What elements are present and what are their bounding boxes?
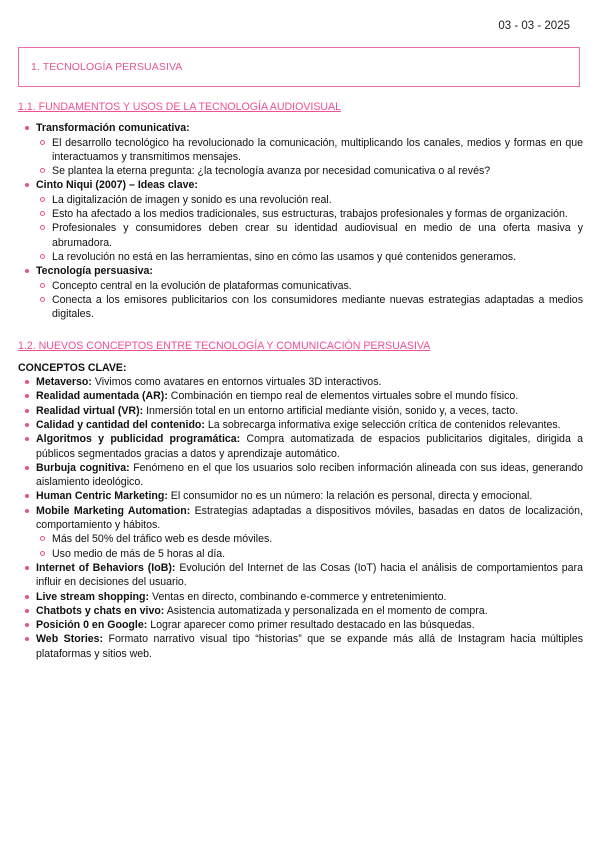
section2-heading: 1.2. NUEVOS CONCEPTOS ENTRE TECNOLOGÍA Y COMUNICACIÓN PERSUASIVA — [18, 340, 431, 353]
sub-list-item: Esto ha afectado a los medios tradicionales, sus estructuras, trabajos profesionales y formas de organización. — [36, 207, 583, 221]
section1-heading: 1.1. FUNDAMENTOS Y USOS DE LA TECNOLOGÍA AUDIOVISUAL — [18, 101, 342, 113]
list-item — [18, 178, 583, 264]
concept-term: Calidad y cantidad del contenido: — [36, 418, 205, 431]
sub-list — [36, 532, 583, 561]
title-box — [18, 47, 580, 87]
concept-term: Realidad virtual (VR): — [36, 404, 144, 417]
concept-term: Human Centric Marketing: — [36, 490, 168, 503]
sub-list-item: El desarrollo tecnológico ha revolucionado la comunicación, multiplicando los canales, medios y formas en que interactuamos y transmitimos mensajes. — [36, 136, 583, 165]
sub-list-item: Profesionales y consumidores deben crear su identidad audiovisual en medio de una oferta masiva y abrumadora. — [36, 221, 583, 250]
sub-list-item: La revolución no está en las herramientas, sino en cómo las usamos y qué contenidos generamos. — [36, 250, 583, 264]
concept-term: Chatbots y chats en vivo: — [36, 604, 165, 617]
list-item-label: Tecnología persuasiva: — [36, 265, 153, 278]
list-item — [18, 121, 583, 178]
concept-item — [18, 561, 583, 590]
concept-item — [18, 375, 583, 389]
concept-term: Burbuja cognitiva: — [36, 461, 130, 474]
concept-text: Inmersión total en un entorno artificial mediante visión, sonido y, a veces, tacto. — [143, 404, 519, 417]
concept-item — [18, 461, 583, 490]
concept-text: Asistencia automatizada y personalizada en el momento de compra. — [164, 604, 488, 617]
concept-term: Realidad aumentada (AR): — [36, 390, 168, 403]
sub-list-item: Uso medio de más de 5 horas al día. — [36, 547, 583, 561]
concept-item — [18, 632, 583, 661]
sub-list — [36, 279, 583, 322]
concept-text: Vivimos como avatares en entornos virtuales 3D interactivos. — [91, 376, 382, 389]
date: 03 - 03 - 2025 — [498, 20, 570, 32]
concept-text: Compra automatizada de espacios publicitarios digitales, dirigida a públicos segmentados gracias a datos y aprendizaje automático. — [36, 433, 583, 460]
concept-term: Web Stories: — [36, 633, 104, 646]
concept-text: El consumidor no es un número: la relación es personal, directa y emocional. — [167, 490, 533, 503]
sub-list-item: Se plantea la eterna pregunta: ¿la tecnología avanza por necesidad comunicativa o al revés? — [36, 164, 583, 178]
concept-item — [18, 604, 583, 618]
concept-text: Combinación en tiempo real de elementos virtuales sobre el mundo físico. — [167, 390, 519, 403]
concept-item — [18, 489, 583, 503]
sub-list — [36, 193, 583, 264]
sub-list-item: La digitalización de imagen y sonido es una revolución real. — [36, 193, 583, 207]
concept-item — [18, 418, 583, 432]
concept-text: Fenómeno en el que los usuarios solo reciben información alineada con sus ideas, generando aislamiento ideológico. — [36, 461, 583, 489]
section2-list — [18, 375, 583, 661]
sub-list — [36, 136, 583, 179]
sub-list-item: Concepto central en la evolución de plataformas comunicativas. — [36, 279, 583, 293]
sub-list-item: Conecta a los emisores publicitarios con los consumidores mediante nuevas estrategias adaptadas a medios digitales. — [36, 293, 583, 322]
concept-text: Lograr aparecer como primer resultado destacado en las búsquedas. — [147, 619, 475, 632]
section1-list — [18, 121, 583, 321]
page-title: 1. TECNOLOGÍA PERSUASIVA — [31, 61, 183, 73]
concept-term: Mobile Marketing Automation: — [36, 504, 191, 517]
concept-text: Ventas en directo, combinando e-commerce y entretenimiento. — [149, 590, 447, 603]
concept-item — [18, 404, 583, 418]
concept-item — [18, 504, 583, 561]
concept-text: Estrategias adaptadas a dispositivos móviles, basadas en datos de localización, comportamiento y hábitos. — [36, 504, 583, 532]
list-item — [18, 264, 583, 321]
concept-item — [18, 432, 583, 461]
concept-text: La sobrecarga informativa exige selección crítica de contenidos relevantes. — [204, 418, 561, 431]
concept-term: Metaverso: — [36, 376, 92, 389]
concept-term: Internet of Behaviors (IoB): — [36, 561, 176, 574]
concept-item — [18, 389, 583, 403]
concept-item — [18, 590, 583, 604]
concept-term: Posición 0 en Google: — [36, 619, 148, 632]
list-item-label: Cinto Niqui (2007) – Ideas clave: — [36, 179, 198, 192]
concepts-subheading: CONCEPTOS CLAVE: — [18, 361, 127, 374]
concept-item — [18, 618, 583, 632]
sub-list-item: Más del 50% del tráfico web es desde móviles. — [36, 532, 583, 546]
concept-term: Live stream shopping: — [36, 590, 150, 603]
concept-text: Evolución del Internet de las Cosas (IoT) hacia el análisis de comportamientos para influir en decisiones del usuario. — [36, 561, 583, 589]
content — [18, 100, 583, 661]
concept-text: Formato narrativo visual tipo “historias” que se expande más allá de Instagram hacia múltiples plataformas y sitios web. — [36, 633, 584, 660]
concept-term: Algoritmos y publicidad programática: — [36, 433, 241, 446]
list-item-label: Transformación comunicativa: — [36, 122, 190, 135]
